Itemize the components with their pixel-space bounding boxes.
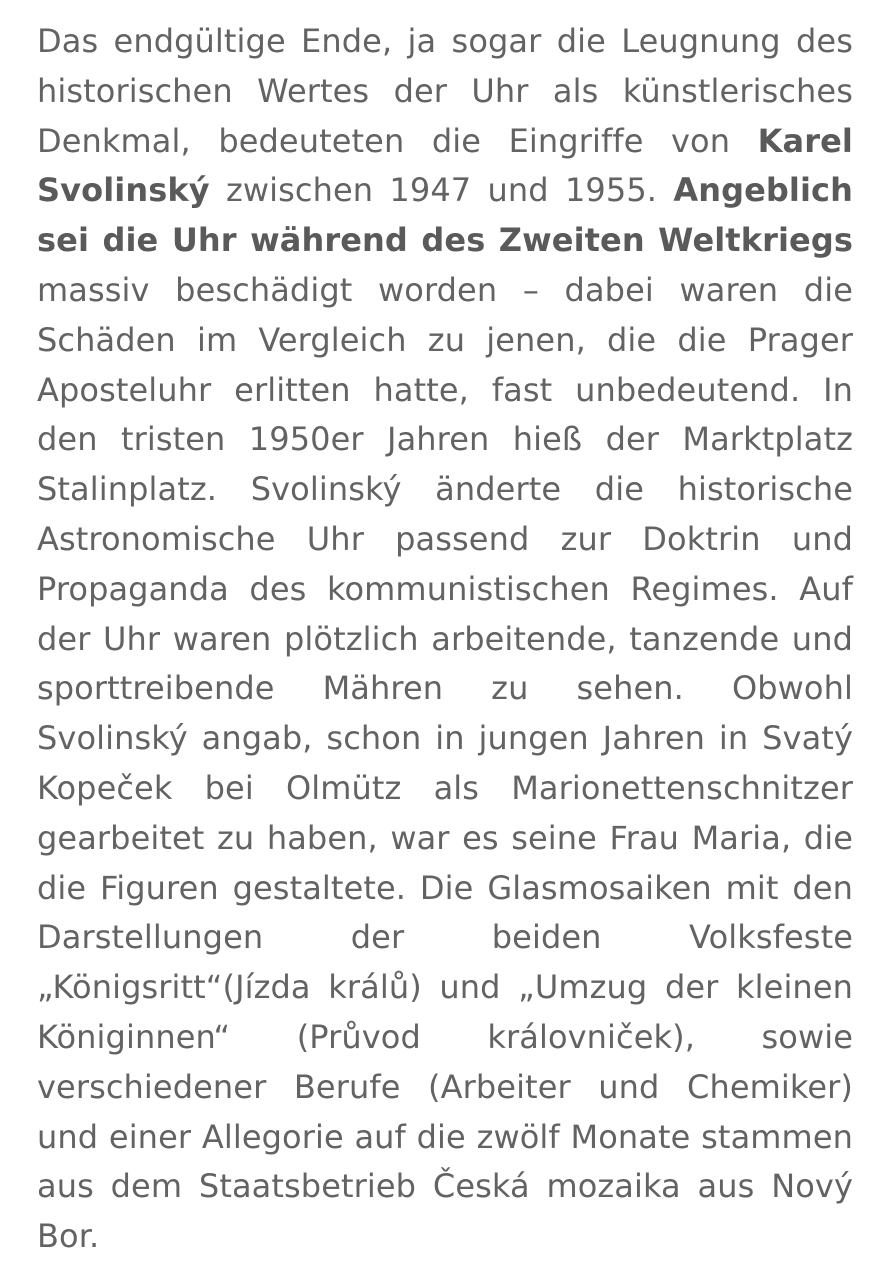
bold-text-segment: Angeblich sei die Uhr während des Zweiten Weltkriegs xyxy=(37,171,853,260)
text-segment: massiv beschädigt worden – dabei waren die Schäden im Vergleich zu jenen, die die Prager Aposteluhr erlitten hatte, fast unbedeutend. In den tristen 1950er Jahren hieß der Marktplatz Stalinplatz. Svolinský änderte die historische Astronomische Uhr passend zur Doktrin und Propaganda des kommunistischen Regimes. Auf der Uhr waren plötzlich arbeitende, tanzende und sporttreibende Mähren zu sehen. Obwohl Svolinský angab, schon in jungen Jahren in Svatý Kopeček bei Olmütz als Marionettenschnitzer gearbeitet zu haben, war es seine Frau Maria, die die Figuren gestaltete. Die Glasmosaiken mit den Darstellungen der beiden Volksfeste „Königsritt“(Jízda králů) und „Umzug der kleinen Königinnen“ (Průvod královniček), sowie verschiedener Berufe (Arbeiter und Chemiker) und einer Allegorie auf die zwölf Monate stammen aus dem Staatsbetrieb Česká mozaika aus Nový Bor. xyxy=(37,270,853,1256)
text-segment: zwischen 1947 und 1955. xyxy=(209,171,674,210)
article-paragraph xyxy=(37,17,853,1262)
bold-text-segment: Karel Svolinský xyxy=(37,121,853,210)
text-segment: Das endgültige Ende, ja sogar die Leugnung des historischen Wertes der Uhr als künstlerisches Denkmal, bedeuteten die Eingriffe von xyxy=(37,22,853,160)
article-body xyxy=(37,17,853,1262)
